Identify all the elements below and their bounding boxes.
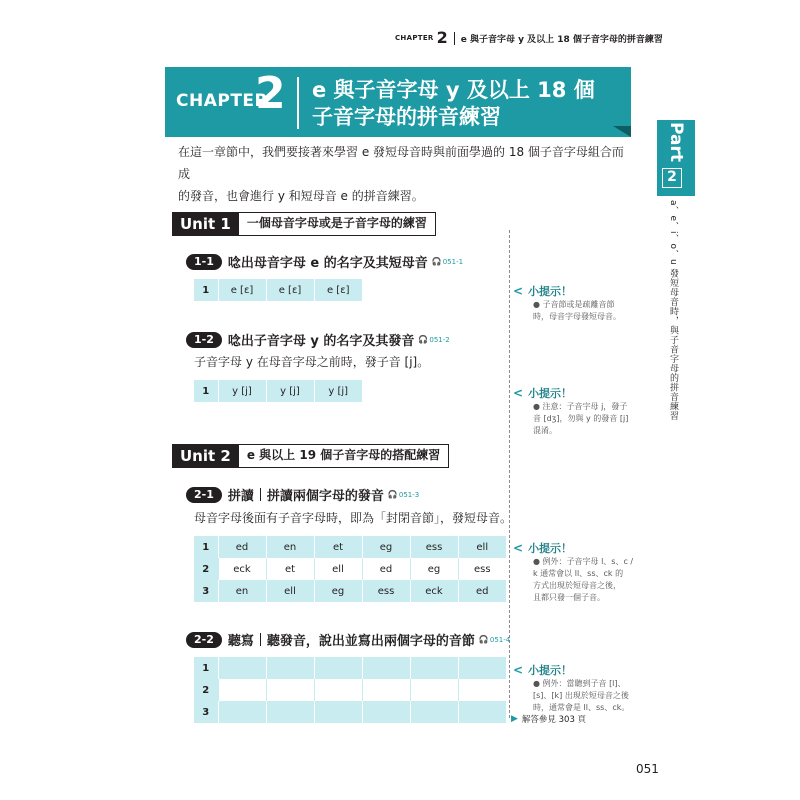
table-cell: ell bbox=[266, 580, 314, 602]
chevron-left-icon: < bbox=[513, 663, 524, 677]
audio-track[interactable] bbox=[418, 335, 449, 344]
headphones-icon: 🎧 bbox=[418, 335, 429, 344]
table-row bbox=[194, 657, 506, 679]
answer-cell[interactable] bbox=[362, 679, 410, 701]
answer-cell[interactable] bbox=[266, 657, 314, 679]
answer-cell[interactable] bbox=[218, 701, 266, 723]
page-number: 051 bbox=[636, 762, 659, 776]
exercise-2-1-description: 母音字母後面有子音字母時，即為「封閉音節」，發短母音。 bbox=[194, 511, 513, 525]
tip-line: k 通常會以 ll、ss、ck 的 bbox=[533, 569, 624, 578]
answer-cell[interactable] bbox=[314, 701, 362, 723]
chapter-title-line1: e 與子音字母 y 及以上 18 個 bbox=[312, 78, 595, 102]
chevron-left-icon: < bbox=[513, 386, 524, 400]
audio-track[interactable] bbox=[388, 490, 419, 499]
headphones-icon: 🎧 bbox=[431, 257, 442, 266]
unit1-header bbox=[172, 212, 436, 236]
row-number: 1 bbox=[194, 536, 218, 558]
row-number: 2 bbox=[194, 679, 218, 701]
table-row bbox=[194, 380, 362, 402]
tip-line: ● 子音節或是疏離音節 bbox=[533, 300, 615, 309]
unit2-header bbox=[172, 444, 449, 468]
table-cell: y [j] bbox=[266, 380, 314, 402]
unit2-title: e 與以上 19 個子音字母的搭配練習 bbox=[239, 444, 449, 468]
table-cell: e [ɛ] bbox=[218, 279, 266, 301]
exercise-title: 唸出母音字母 e 的名字及其短母音 bbox=[227, 256, 428, 271]
table-cell: ess bbox=[410, 536, 458, 558]
answer-reference[interactable] bbox=[511, 713, 586, 725]
table-cell: ess bbox=[458, 558, 506, 580]
table-cell: eck bbox=[218, 558, 266, 580]
answer-cell[interactable] bbox=[410, 657, 458, 679]
exercise-1-2-description: 子音字母 y 在母音字母之前時，發子音 [j]。 bbox=[194, 355, 430, 369]
chapter-banner-fold bbox=[613, 126, 631, 137]
row-number: 3 bbox=[194, 701, 218, 723]
exercise-title: 拼讀 bbox=[227, 489, 254, 504]
tip-box bbox=[513, 283, 637, 323]
exercise-1-1-table bbox=[194, 279, 362, 301]
exercise-subtitle: 聽發音，說出並寫出兩個字母的音節 bbox=[266, 634, 475, 649]
chevron-left-icon: < bbox=[513, 541, 524, 555]
tip-line: [s]、[k] 出現於短母音之後 bbox=[533, 691, 629, 700]
tip-line: 且都只發一個子音。 bbox=[533, 593, 605, 602]
tip-box bbox=[513, 540, 637, 604]
tip-line: 時，通常會是 ll、ss、ck。 bbox=[533, 703, 630, 712]
row-number: 2 bbox=[194, 558, 218, 580]
exercise-number: 1-1 bbox=[186, 254, 222, 270]
table-cell: ed bbox=[362, 558, 410, 580]
audio-track-number: 051-4 bbox=[489, 635, 511, 644]
running-header bbox=[395, 30, 663, 46]
table-row bbox=[194, 701, 506, 723]
answer-cell[interactable] bbox=[458, 701, 506, 723]
table-row bbox=[194, 679, 506, 701]
tip-line: ● 例外：當聽到子音 [l]、 bbox=[533, 679, 626, 688]
audio-track-number: 051-3 bbox=[398, 490, 420, 499]
table-cell: eg bbox=[314, 580, 362, 602]
intro-line: 在這一章節中，我們要接著來學習 e 發短母音時與前面學過的 18 個子音字母組合而成 bbox=[178, 145, 624, 181]
answer-cell[interactable] bbox=[266, 679, 314, 701]
table-row bbox=[194, 558, 506, 580]
row-number: 1 bbox=[194, 657, 218, 679]
answer-cell[interactable] bbox=[218, 657, 266, 679]
exercise-title: 聽寫 bbox=[227, 634, 254, 649]
answer-cell[interactable] bbox=[362, 701, 410, 723]
table-row bbox=[194, 580, 506, 602]
answer-cell[interactable] bbox=[458, 679, 506, 701]
table-cell: y [j] bbox=[314, 380, 362, 402]
tip-line: 時，母音字母發短母音。 bbox=[533, 312, 621, 321]
tip-line: 混淆。 bbox=[533, 426, 557, 435]
tip-line: ● 例外：子音字母 l、s、c / bbox=[533, 557, 634, 566]
exercise-number: 1-2 bbox=[186, 332, 222, 348]
exercise-2-1-header bbox=[186, 485, 419, 504]
triangle-right-icon: ▶ bbox=[511, 714, 518, 724]
tip-title: 小提示！ bbox=[528, 285, 573, 298]
title-separator bbox=[260, 488, 261, 501]
headphones-icon: 🎧 bbox=[387, 490, 398, 499]
intro-paragraph bbox=[178, 141, 628, 207]
answer-cell[interactable] bbox=[314, 657, 362, 679]
tip-line: 方式出現於短母音之後， bbox=[533, 581, 621, 590]
exercise-1-2-header bbox=[186, 330, 450, 349]
table-cell: ell bbox=[314, 558, 362, 580]
exercise-title: 唸出子音字母 y 的名字及其發音 bbox=[227, 334, 415, 349]
audio-track-number: 051-2 bbox=[429, 335, 450, 344]
chevron-left-icon: < bbox=[513, 284, 524, 298]
answer-cell[interactable] bbox=[410, 701, 458, 723]
answer-cell[interactable] bbox=[314, 679, 362, 701]
running-header-divider bbox=[454, 32, 455, 45]
table-cell: en bbox=[266, 536, 314, 558]
tip-title: 小提示！ bbox=[528, 542, 573, 555]
chapter-label: CHAPTER bbox=[176, 91, 269, 111]
table-cell: eg bbox=[410, 558, 458, 580]
tip-box bbox=[513, 385, 637, 437]
exercise-number: 2-1 bbox=[186, 487, 222, 503]
table-cell: e [ɛ] bbox=[314, 279, 362, 301]
exercise-2-2-table bbox=[194, 657, 506, 723]
chapter-title-line2: 子音字母的拼音練習 bbox=[312, 105, 501, 129]
running-header-chapter-number: 2 bbox=[436, 28, 448, 47]
part-side-tab-number: 2 bbox=[662, 168, 682, 188]
tip-title: 小提示！ bbox=[528, 387, 573, 400]
answer-cell[interactable] bbox=[410, 679, 458, 701]
table-row bbox=[194, 536, 506, 558]
audio-track[interactable] bbox=[432, 257, 463, 266]
chapter-divider bbox=[297, 77, 299, 129]
row-number: 1 bbox=[194, 380, 218, 402]
intro-line: 的發音，也會進行 y 和短母音 e 的拼音練習。 bbox=[178, 189, 424, 203]
answer-reference-text: 解答參見 303 頁 bbox=[521, 715, 587, 725]
exercise-subtitle: 拼讀兩個字母的發音 bbox=[266, 489, 384, 504]
table-cell: ess bbox=[362, 580, 410, 602]
table-cell: en bbox=[218, 580, 266, 602]
exercise-2-2-header bbox=[186, 630, 510, 649]
answer-cell[interactable] bbox=[266, 701, 314, 723]
running-header-chapter-label: CHAPTER bbox=[395, 34, 434, 42]
row-number: 1 bbox=[194, 279, 218, 301]
row-number: 3 bbox=[194, 580, 218, 602]
answer-cell[interactable] bbox=[458, 657, 506, 679]
headphones-icon: 🎧 bbox=[478, 635, 489, 644]
table-cell: eg bbox=[362, 536, 410, 558]
unit1-title: 一個母音字母或是子音字母的練習 bbox=[239, 212, 436, 236]
unit2-label: Unit 2 bbox=[172, 444, 239, 468]
title-separator bbox=[260, 633, 261, 646]
table-cell: ed bbox=[458, 580, 506, 602]
table-cell: ed bbox=[218, 536, 266, 558]
table-cell: y [j] bbox=[218, 380, 266, 402]
running-header-title: e 與子音字母 y 及以上 18 個子音字母的拼音練習 bbox=[460, 34, 663, 45]
tip-box bbox=[513, 662, 637, 714]
answer-cell[interactable] bbox=[362, 657, 410, 679]
part-side-tab-label: Part bbox=[666, 122, 686, 162]
unit1-label: Unit 1 bbox=[172, 212, 239, 236]
table-cell: et bbox=[314, 536, 362, 558]
table-cell: ell bbox=[458, 536, 506, 558]
audio-track[interactable] bbox=[479, 635, 510, 644]
exercise-2-1-table bbox=[194, 536, 506, 602]
table-cell: et bbox=[266, 558, 314, 580]
exercise-1-1-header bbox=[186, 252, 463, 271]
table-cell: eck bbox=[410, 580, 458, 602]
tip-title: 小提示！ bbox=[528, 664, 573, 677]
tip-line: ● 注意：子音字母 j，發子 bbox=[533, 402, 628, 411]
answer-cell[interactable] bbox=[218, 679, 266, 701]
audio-track-number: 051-1 bbox=[442, 257, 464, 266]
part-side-caption: a、e、i、o、u 發短母音時，與子音字母的拼音練習 bbox=[668, 200, 678, 421]
exercise-1-2-table bbox=[194, 380, 362, 402]
exercise-number: 2-2 bbox=[186, 632, 222, 648]
table-row bbox=[194, 279, 362, 301]
tip-line: 音 [dʒ]，勿與 y 的發音 [j] bbox=[533, 414, 629, 423]
table-cell: e [ɛ] bbox=[266, 279, 314, 301]
chapter-number: 2 bbox=[255, 68, 286, 119]
